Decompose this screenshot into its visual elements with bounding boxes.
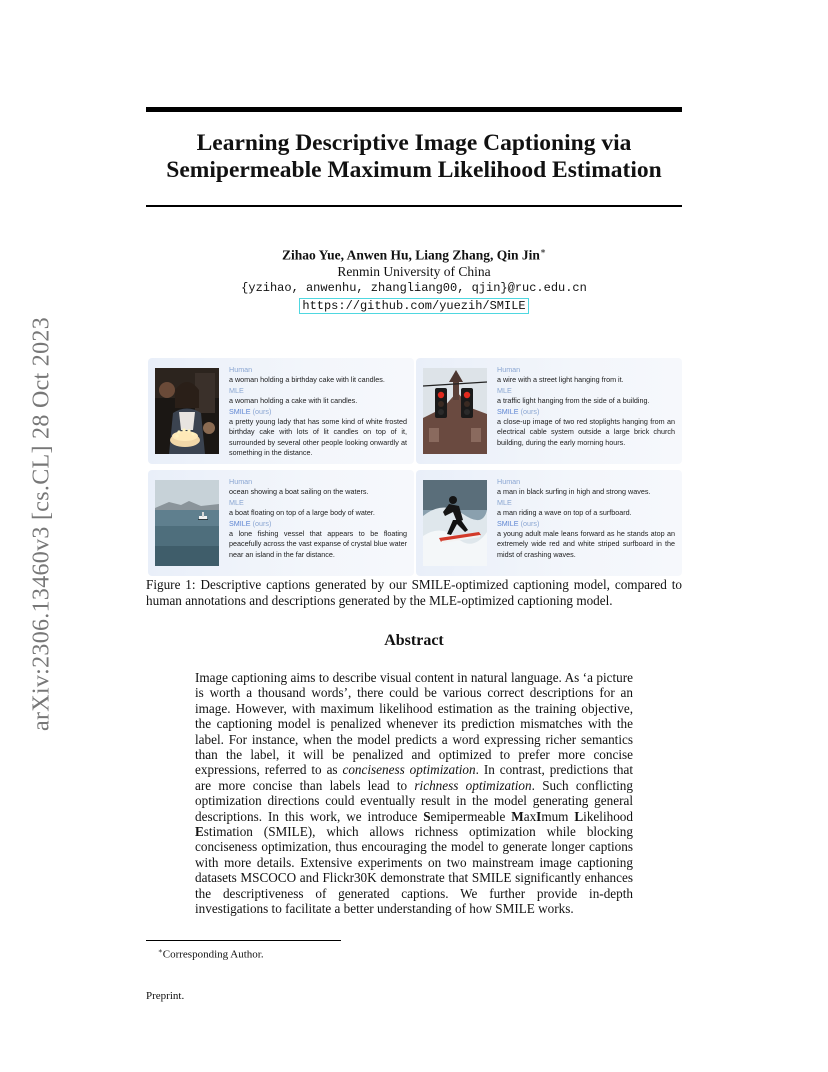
acronym-letter-e: E: [195, 824, 204, 840]
corresponding-author-mark: ∗: [539, 246, 546, 256]
human-caption: ocean showing a boat sailing on the waters.: [229, 487, 369, 497]
figure-panel-surfer: [416, 470, 682, 576]
birthday-cake-photo: [155, 368, 219, 454]
paper-title: [146, 130, 682, 184]
smile-label-text: SMILE: [497, 518, 519, 528]
smile-caption: a lone fishing vessel that appears to be floating peacefully across the vast expanse of crystal blue water near an island in the far distance.: [229, 529, 407, 559]
acronym-letter-i: I: [536, 808, 542, 824]
title-bottom-rule: [146, 205, 682, 207]
smile-label: [497, 519, 675, 529]
surfer-photo: [423, 480, 487, 566]
arxiv-stamp: arXiv:2306.13460v3 [cs.CL] 28 Oct 2023: [28, 316, 55, 732]
mle-label: MLE: [229, 385, 244, 395]
ours-label: (ours): [520, 518, 540, 528]
abstract-text-2: . In contrast, predictions that are more concise than labels lead to: [195, 762, 633, 793]
footnote-mark: ∗: [158, 947, 163, 955]
abstract-text-1: Image captioning aims to describe visual content in natural language. As ‘a picture is worth a thousand words’, there could be various correct descriptions for an image. However, with maximum likelihood estimation as the training objective, the captioning model is penalized whenever its prediction mismatches with the label. For instance, when the model predicts a word expressing richer semantics than the label, it will be penalized and optimized to prefer more concise expressions, referred to as: [195, 670, 633, 778]
mle-caption: a traffic light hanging from the side of a building.: [497, 396, 650, 406]
mle-caption: a woman holding a cake with lit candles.: [229, 396, 358, 406]
author-emails: {yzihao, anwenhu, zhangliang00, qjin}@ruc.edu.cn: [241, 280, 587, 295]
abstract-text-3: . Such conflicting optimization directions could eventually result in the model generating general descriptions. In this work, we introduce: [195, 777, 633, 824]
author-block: [146, 243, 682, 314]
human-label: Human: [229, 477, 253, 486]
smile-caption: a close-up image of two red stoplights hanging from an electrical cable system outside a large brick church building, during the early morning hours.: [497, 417, 675, 447]
mle-label: MLE: [497, 497, 512, 507]
acronym-rest-m: ax: [523, 808, 537, 824]
figure-caption: Figure 1: Descriptive captions generated by our SMILE-optimized captioning model, compared to human annotations and descriptions generated by the MLE-optimized captioning model.: [146, 577, 682, 608]
abstract-emphasis-richness: richness optimization: [414, 777, 532, 793]
smile-label: [229, 519, 407, 529]
title-line-1: Learning Descriptive Image Captioning via: [196, 130, 632, 156]
smile-caption: a young adult male leans forward as he stands atop an extremely wide red and white striped surfboard in the midst of crashing waves.: [497, 529, 675, 559]
author-list: [146, 243, 682, 264]
acronym-rest-s: emipermeable: [430, 808, 512, 824]
caption-list-birthday: [229, 365, 407, 459]
figure-panel-boat: [148, 470, 414, 576]
smile-label-text: SMILE: [229, 518, 251, 528]
footnote: [158, 944, 264, 962]
boat-sea-photo: [155, 480, 219, 566]
preprint-label: Preprint.: [146, 990, 185, 1002]
human-label: Human: [497, 365, 521, 374]
mle-label: MLE: [497, 385, 512, 395]
traffic-light-photo: [423, 368, 487, 454]
ours-label: (ours): [252, 518, 272, 528]
human-caption: a woman holding a birthday cake with lit candles.: [229, 375, 385, 385]
acronym-rest-i: mum: [541, 808, 575, 824]
ours-label: (ours): [520, 406, 540, 416]
caption-list-boat: [229, 477, 407, 560]
footnote-text: Corresponding Author.: [162, 948, 264, 961]
human-label: Human: [497, 477, 521, 486]
acronym-letter-l: L: [574, 808, 584, 824]
smile-label-text: SMILE: [229, 406, 251, 416]
author-names: Zihao Yue, Anwen Hu, Liang Zhang, Qin Jin: [282, 247, 540, 263]
abstract-heading: Abstract: [384, 632, 444, 649]
mle-caption: a man riding a wave on top of a surfboard.: [497, 508, 632, 518]
caption-list-traffic-light: [497, 365, 675, 448]
human-caption: a wire with a street light hanging from it.: [497, 375, 624, 385]
acronym-letter-s: S: [423, 808, 431, 824]
acronym-letter-m: M: [511, 808, 524, 824]
abstract-text-4: stimation (SMILE), which allows richness optimization while blocking conciseness optimization, thus encouraging the model to generate longer captions with more details. Extensive experiments on two mainstream image captioning datasets MSCOCO and Flickr30K demonstrate that SMILE significantly enhances the descriptiveness of generated captions. We further provide in-depth investigations to facilitate a better understanding of how SMILE works.: [195, 824, 633, 917]
acronym-rest-l: ikelihood: [583, 808, 633, 824]
mle-caption: a boat floating on top of a large body of water.: [229, 508, 375, 518]
figure-panel-traffic-light: [416, 358, 682, 464]
human-label: Human: [229, 365, 253, 374]
abstract-emphasis-conciseness: conciseness optimization: [342, 762, 476, 778]
human-caption: a man in black surfing in high and strong waves.: [497, 487, 651, 497]
footnote-rule: [146, 940, 341, 941]
ours-label: (ours): [252, 406, 272, 416]
smile-caption: a pretty young lady that has some kind of white frosted birthday cake with lots of lit candles on top of it, surrounded by several other people looking onwardly at something in the distance.: [229, 417, 407, 458]
mle-label: MLE: [229, 497, 244, 507]
smile-label-text: SMILE: [497, 406, 519, 416]
smile-label: [497, 407, 675, 417]
smile-label: [229, 407, 407, 417]
figure-panel-birthday: [148, 358, 414, 464]
title-line-2: Semipermeable Maximum Likelihood Estimation: [166, 157, 662, 183]
affiliation: Renmin University of China: [337, 263, 491, 279]
caption-list-surfer: [497, 477, 675, 560]
title-top-rule: [146, 107, 682, 112]
project-url-link[interactable]: https://github.com/yuezih/SMILE: [299, 298, 528, 314]
abstract-body: [195, 670, 633, 917]
